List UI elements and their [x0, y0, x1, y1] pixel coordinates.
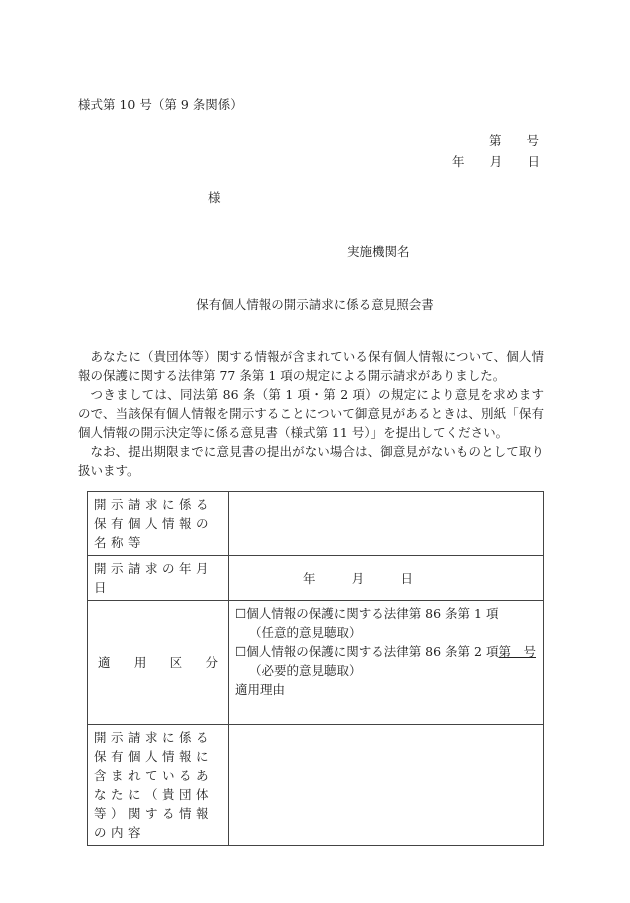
date-day: 日: [527, 154, 540, 169]
option-article-86-1-note: （任意的意見聴取）: [249, 625, 362, 640]
date-month: 月: [489, 154, 503, 169]
option-article-86-2[interactable]: [235, 642, 537, 661]
info-name-field[interactable]: [229, 492, 544, 556]
doc-number-dai: 第: [489, 133, 502, 148]
request-date-label: 開示請求の年月日: [88, 556, 229, 601]
request-date-day: 日: [400, 570, 413, 586]
form-table: [87, 491, 544, 846]
category-label-char: 区: [169, 655, 183, 670]
request-date-field[interactable]: [229, 556, 544, 601]
info-name-label: 開示請求に係る保有個人情報の名称等: [88, 492, 229, 556]
info-content-label: 開示請求に係る保有個人情報に含まれているあなたに（貴団体等）関する情報の内容: [88, 725, 229, 846]
option-article-86-2-label: ☐個人情報の保護に関する法律第 86 条第 2 項: [235, 644, 499, 659]
applicable-category-label: [88, 601, 229, 725]
date-year: 年: [452, 154, 465, 169]
category-label-char: 分: [205, 655, 218, 670]
doc-number-go: 号: [526, 133, 539, 148]
request-date-year: 年: [303, 570, 316, 586]
applicable-category-field: [229, 601, 544, 725]
document-number: [489, 131, 539, 149]
table-row: [88, 556, 544, 601]
category-label-char: 適: [98, 655, 111, 670]
table-row: [88, 492, 544, 556]
option-article-86-2-number: 第 号: [498, 644, 536, 659]
form-number: 様式第 10 号（第 9 条関係）: [78, 97, 243, 112]
body-text: [78, 347, 544, 480]
document-title: 保有個人情報の開示請求に係る意見照会書: [196, 297, 434, 312]
category-label-char: 用: [133, 655, 147, 670]
document-date: [452, 152, 540, 170]
body-paragraph: なお、提出期限までに意見書の提出がない場合は、御意見がないものとして取り扱います。: [78, 444, 544, 478]
body-paragraph: つきましては、同法第 86 条（第 1 項・第 2 項）の規定により意見を求めますので、当該保有個人情報を開示することについて御意見があるときは、別紙「保有個人情報の開示決定等に係る意見書（様式第 11 号）」を提出してください。: [78, 387, 544, 440]
table-row: [88, 725, 544, 846]
application-reason-label: 適用理由: [235, 682, 286, 697]
option-article-86-2-note: （必要的意見聴取）: [249, 663, 362, 678]
info-content-field[interactable]: [229, 725, 544, 846]
table-row: [88, 601, 544, 725]
agency-name: 実施機関名: [347, 244, 410, 259]
body-paragraph: あなたに（貴団体等）関する情報が含まれている保有個人情報について、個人情報の保護に関する法律第 77 条第 1 項の規定による開示請求がありました。: [78, 349, 544, 383]
addressee: 様: [208, 190, 221, 205]
option-article-86-1[interactable]: ☐個人情報の保護に関する法律第 86 条第 1 項: [235, 606, 499, 621]
request-date-month: 月: [351, 570, 365, 586]
